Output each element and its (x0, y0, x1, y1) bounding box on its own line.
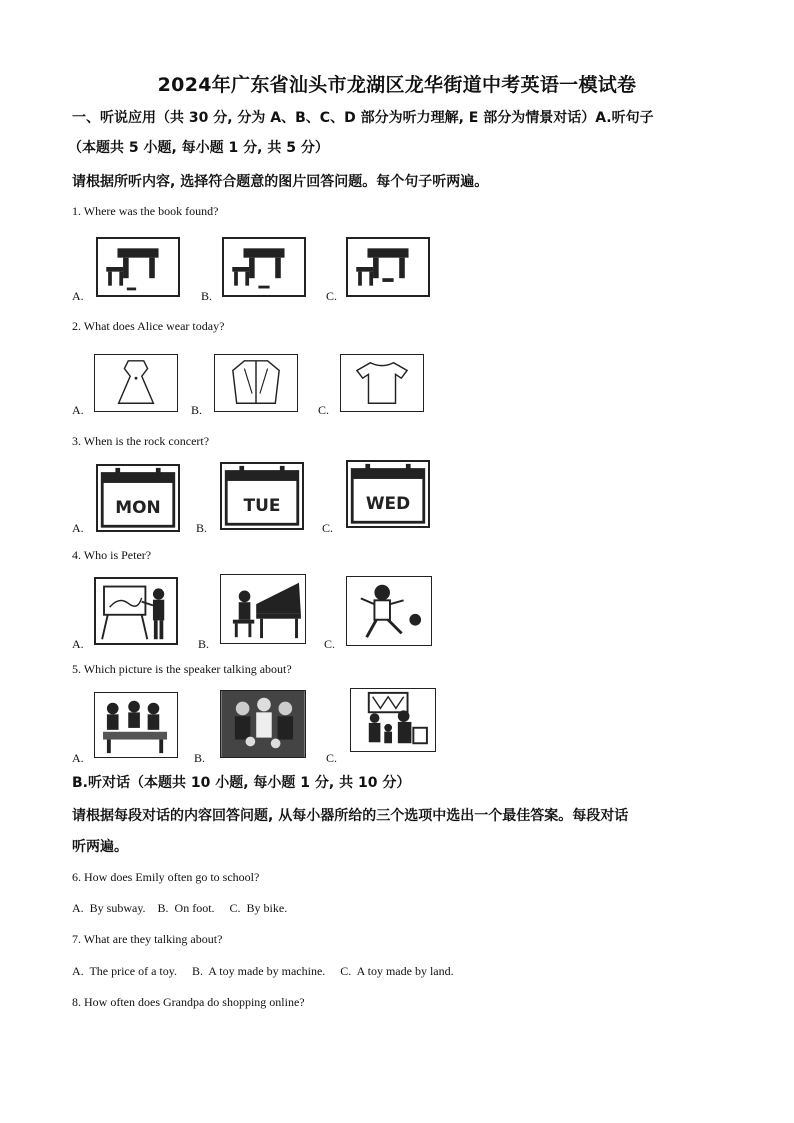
option-2a-label: A. (72, 403, 84, 417)
question-2: 2. What does Alice wear today? (72, 319, 225, 333)
calendar-wed-icon[interactable] (346, 460, 430, 528)
calendar-mon-icon[interactable] (96, 464, 180, 532)
option-1c-label: C. (326, 289, 338, 303)
option-5c-label: C. (326, 751, 338, 765)
option-4a-label: A. (72, 637, 84, 651)
question-5: 5. Which picture is the speaker talking about? (72, 662, 292, 676)
dress-icon[interactable] (94, 354, 178, 412)
option-3c-label: C. (322, 521, 334, 535)
option-5a-label: A. (72, 751, 84, 765)
calendar-day-label: TUE (243, 495, 281, 516)
question-3: 3. When is the rock concert? (72, 434, 210, 448)
page-title: 2024年广东省汕头市龙湖区龙华街道中考英语一模试卷 (157, 74, 637, 96)
section-b-instruction: 请根据每段对话的内容回答问题, 从每小器所给的三个选项中选出一个最佳答案。每段对话 (72, 808, 629, 824)
question-7-options: A. The price of a toy. B. A toy made by machine. C. A toy made by land. (72, 964, 454, 978)
section-1-subheading: （本题共 5 小题, 每小题 1 分, 共 5 分） (68, 140, 329, 156)
section-1-heading: 一、听说应用（共 30 分, 分为 A、B、C、D 部分为听力理解, E 部分为情景对话）A.听句子 (72, 110, 654, 126)
pianist-icon[interactable] (220, 574, 306, 644)
soccer-player-icon[interactable] (346, 576, 432, 646)
option-2b-label: B. (191, 403, 203, 417)
option-1b-label: B. (201, 289, 213, 303)
option-3b-label: B. (196, 521, 208, 535)
question-4: 4. Who is Peter? (72, 548, 152, 562)
section-b-heading: B.听对话（本题共 10 小题, 每小题 1 分, 共 10 分） (72, 775, 411, 791)
question-8: 8. How often does Grandpa do shopping online? (72, 995, 305, 1009)
question-6: 6. How does Emily often go to school? (72, 870, 260, 884)
option-4c-label: C. (324, 637, 336, 651)
calendar-day-label: MON (115, 497, 161, 518)
option-4b-label: B. (198, 637, 210, 651)
family-icon[interactable] (350, 688, 436, 752)
option-3a-label: A. (72, 521, 84, 535)
option-5b-label: B. (194, 751, 206, 765)
question-1: 1. Where was the book found? (72, 204, 219, 218)
calendar-day-label: WED (365, 493, 411, 514)
question-7: 7. What are they talking about? (72, 932, 223, 946)
option-2c-label: C. (318, 403, 330, 417)
desk-chair-icon[interactable] (346, 237, 430, 297)
calendar-tue-icon[interactable] (220, 462, 304, 530)
section-b-instruction-cont: 听两遍。 (72, 839, 128, 855)
tshirt-icon[interactable] (340, 354, 424, 412)
question-6-options: A. By subway. B. On foot. C. By bike. (72, 901, 288, 915)
option-1a-label: A. (72, 289, 84, 303)
crowd-icon[interactable] (220, 690, 306, 758)
painter-icon[interactable] (94, 577, 178, 645)
jacket-icon[interactable] (214, 354, 298, 412)
section-1-instruction: 请根据所听内容, 选择符合题意的图片回答问题。每个句子听两遍。 (72, 174, 489, 190)
desk-chair-icon[interactable] (96, 237, 180, 297)
desk-chair-icon[interactable] (222, 237, 306, 297)
group-table-icon[interactable] (94, 692, 178, 758)
